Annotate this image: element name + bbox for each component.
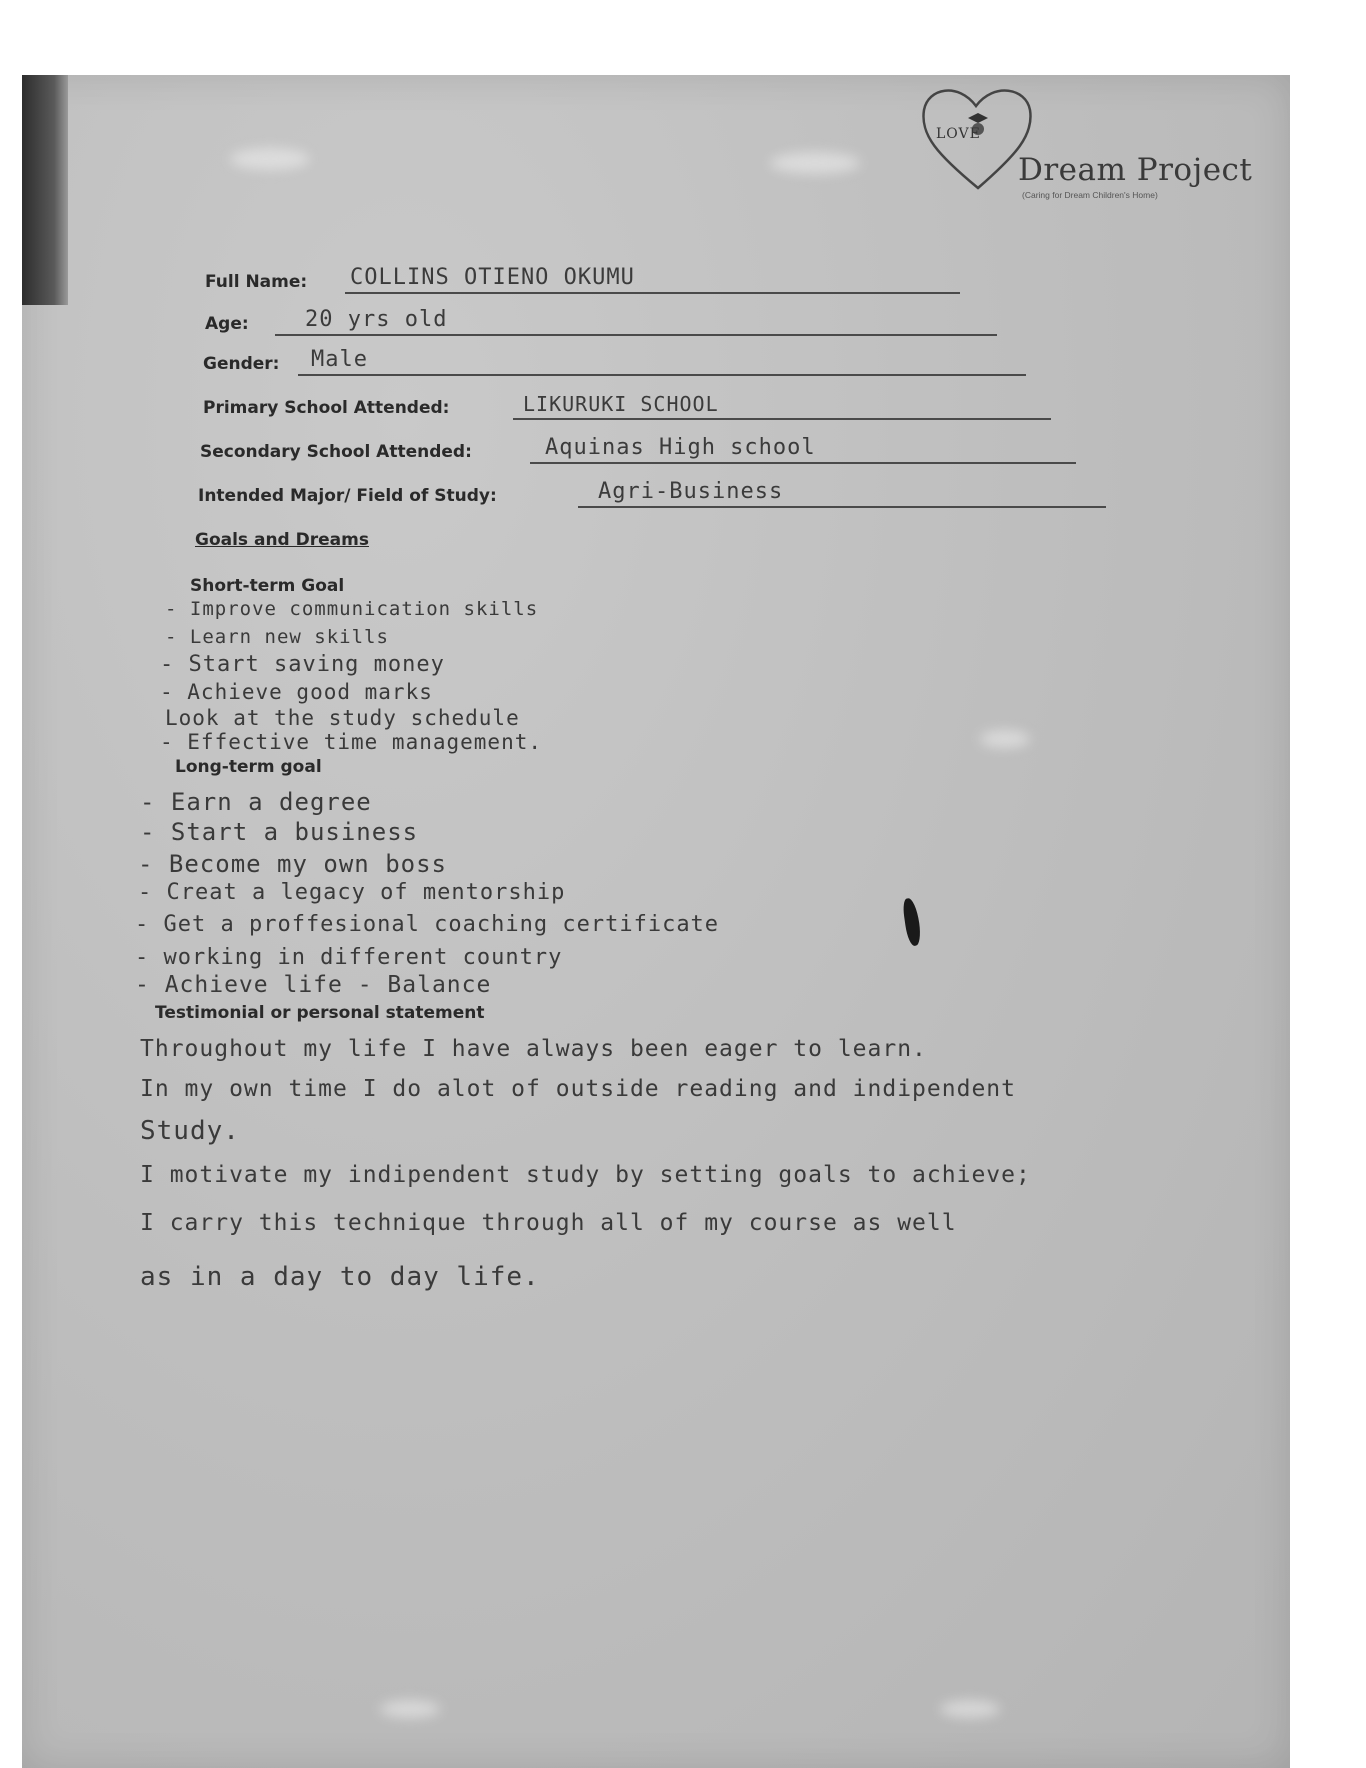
short-term-item: Look at the study schedule [165, 706, 520, 730]
graduation-cap-icon [968, 113, 988, 123]
secondary-school-value: Aquinas High school [545, 435, 816, 460]
long-term-item: - Achieve life - Balance [135, 972, 492, 998]
short-term-item: - Effective time management. [160, 730, 543, 754]
primary-school-line [513, 418, 1051, 420]
secondary-school-label: Secondary School Attended: [200, 442, 472, 462]
long-term-heading: Long-term goal [175, 757, 322, 777]
scan-smudge [980, 730, 1030, 748]
testimonial-line: Study. [140, 1116, 240, 1146]
major-line [578, 506, 1106, 508]
testimonial-line: Throughout my life I have always been eager to learn. [140, 1036, 927, 1062]
long-term-item: - Creat a legacy of mentorship [138, 880, 566, 905]
full-name-label: Full Name: [205, 272, 308, 292]
long-term-item: - Become my own boss [138, 850, 447, 878]
primary-school-field [203, 384, 1053, 424]
short-term-item: - Achieve good marks [160, 680, 433, 704]
major-field [198, 472, 1108, 512]
scan-smudge [380, 1700, 440, 1718]
gender-label: Gender: [203, 354, 280, 374]
age-label: Age: [205, 314, 249, 334]
brand-name: Dream Project [1018, 152, 1253, 188]
scan-smudge [940, 1700, 1000, 1718]
short-term-heading: Short-term Goal [190, 576, 345, 596]
long-term-item: - Start a business [140, 818, 419, 846]
age-value: 20 yrs old [305, 307, 448, 332]
testimonial-line: as in a day to day life. [140, 1262, 540, 1292]
short-term-item: - Learn new skills [165, 626, 389, 648]
full-name-line [345, 292, 960, 294]
long-term-item: - working in different country [135, 945, 563, 970]
age-line [275, 334, 997, 336]
dream-project-logo [918, 80, 1253, 205]
secondary-school-field [200, 428, 1078, 468]
testimonial-line: I motivate my indipendent study by setting goals to achieve; [140, 1162, 1031, 1188]
long-term-item: - Get a proffesional coaching certificate [135, 912, 720, 937]
gender-line [298, 374, 1026, 376]
age-field [205, 300, 1000, 340]
full-name-field [205, 258, 965, 298]
short-term-item: - Start saving money [160, 652, 445, 677]
testimonial-line: I carry this technique through all of my course as well [140, 1210, 957, 1236]
short-term-item: - Improve communication skills [165, 598, 539, 620]
brand-tagline: (Caring for Dream Children's Home) [1022, 190, 1158, 200]
long-term-item: - Earn a degree [140, 788, 372, 816]
major-value: Agri-Business [598, 479, 784, 504]
major-label: Intended Major/ Field of Study: [198, 486, 497, 506]
scan-smudge [770, 152, 860, 174]
scan-edge-shadow [22, 75, 68, 305]
gender-value: Male [311, 347, 368, 372]
gender-field [203, 340, 1028, 380]
goals-heading: Goals and Dreams [195, 530, 369, 550]
primary-school-value: LIKURUKI SCHOOL [523, 392, 719, 416]
testimonial-line: In my own time I do alot of outside reading and indipendent [140, 1076, 1016, 1102]
scan-smudge [230, 148, 310, 170]
full-name-value: COLLINS OTIENO OKUMU [350, 265, 635, 290]
logo-love-text: LOVE [936, 126, 981, 142]
secondary-school-line [530, 462, 1076, 464]
testimonial-heading: Testimonial or personal statement [155, 1003, 485, 1023]
primary-school-label: Primary School Attended: [203, 398, 450, 418]
